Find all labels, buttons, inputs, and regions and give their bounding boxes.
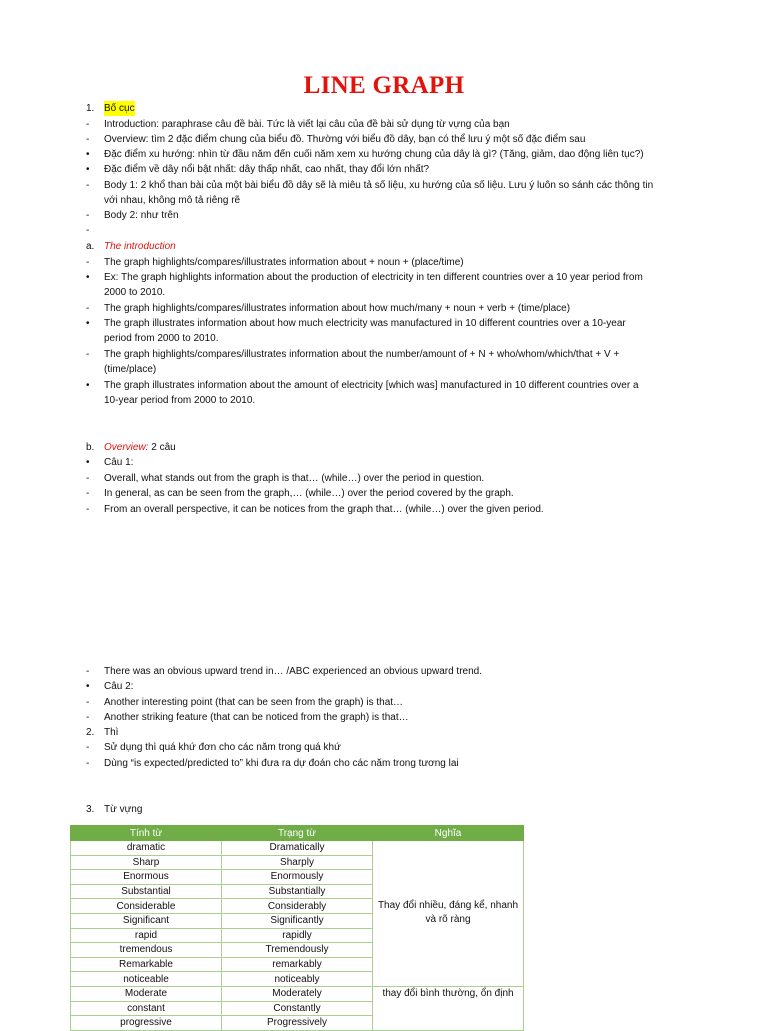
text-line (86, 802, 142, 817)
text-line (86, 285, 165, 300)
table-header-row (71, 826, 524, 841)
line-text: Body 1: 2 khổ than bài của một bài biểu đồ dây sẽ là miêu tả số liệu, xu hướng của số liệu. Lưu ý luôn so sánh các thông tin (104, 180, 654, 191)
adjective-cell: Sharp (71, 855, 222, 870)
text-line (86, 101, 135, 116)
text-line (86, 316, 626, 331)
line-text: Câu 1: (104, 457, 134, 468)
text-line (86, 223, 104, 238)
adjective-cell: dramatic (71, 841, 222, 856)
line-text: Another striking feature (that can be noticed from the graph) is that… (104, 712, 409, 723)
document-title: LINE GRAPH (303, 72, 465, 99)
table-row (71, 986, 524, 1001)
list-marker: - (86, 697, 90, 708)
text-line (86, 208, 179, 223)
line-text: The introduction (104, 241, 176, 252)
line-text: Thì (104, 727, 119, 738)
list-marker: 3. (86, 804, 95, 815)
line-text: Introduction: paraphrase câu đề bài. Tức là viết lại câu của đề bài sử dụng từ vựng của bạn (104, 119, 510, 130)
adverb-cell: Tremendously (222, 943, 373, 958)
adjective-cell: progressive (71, 1016, 222, 1031)
line-text: Ex: The graph highlights information about the production of electricity in ten different countries over a 10 year period from (104, 272, 643, 283)
column-header-meaning: Nghĩa (373, 826, 524, 841)
adjective-cell: Remarkable (71, 957, 222, 972)
text-line (86, 393, 255, 408)
meaning-cell: Thay đổi nhiều, đáng kể, nhanh và rõ ràng (373, 841, 524, 987)
adjective-cell: Enormous (71, 870, 222, 885)
text-line (86, 347, 619, 362)
list-marker: - (86, 257, 90, 268)
text-line (86, 455, 133, 470)
adjective-cell: Substantial (71, 884, 222, 899)
list-marker: • (86, 380, 90, 391)
text-line (86, 471, 484, 486)
adverb-cell: Progressively (222, 1016, 373, 1031)
list-marker: a. (86, 241, 95, 252)
adverb-cell: Substantially (222, 884, 373, 899)
line-text: Câu 2: (104, 681, 134, 692)
line-text: Đặc điểm về dây nổi bật nhất: dây thấp nhất, cao nhất, thay đổi lớn nhất? (104, 164, 430, 175)
list-marker: • (86, 318, 90, 329)
line-text: Đặc điểm xu hướng: nhìn từ đầu năm đến cuối năm xem xu hướng chung của dây là gì? (Tăng, giảm, dao động liên tục?) (104, 149, 644, 160)
adverb-cell: Considerably (222, 899, 373, 914)
line-text: Dùng “is expected/predicted to” khi đưa ra dự đoán cho các năm trong tương lai (104, 758, 459, 769)
list-marker: 1. (86, 103, 95, 114)
text-line (86, 270, 643, 285)
line-text: The graph illustrates information about how much electricity was manufactured in 10 different countries over a 10-year (104, 318, 626, 329)
text-line (86, 362, 156, 377)
adjective-cell: Considerable (71, 899, 222, 914)
text-line (86, 331, 219, 346)
adverb-cell: Sharply (222, 855, 373, 870)
text-line (86, 301, 570, 316)
adverb-cell: Constantly (222, 1001, 373, 1016)
list-marker: - (86, 712, 90, 723)
line-text: 10-year period from 2000 to 2010. (104, 395, 256, 406)
adverb-cell: remarkably (222, 957, 373, 972)
list-marker: b. (86, 442, 95, 453)
text-line (86, 725, 118, 740)
list-marker: • (86, 457, 90, 468)
adjective-cell: Moderate (71, 986, 222, 1001)
list-marker: - (86, 180, 90, 191)
line-text: Overall, what stands out from the graph is that… (while…) over the period in question. (104, 473, 485, 484)
text-line (86, 117, 510, 132)
text-line (86, 255, 464, 270)
line-text: period from 2000 to 2010. (104, 333, 219, 344)
list-marker: • (86, 149, 90, 160)
text-line (86, 486, 514, 501)
line-text: The graph highlights/compares/illustrates information about + noun + (place/time) (104, 257, 464, 268)
line-text: Bố cục (104, 103, 135, 114)
column-header-adjective: Tính từ (71, 826, 222, 841)
list-marker: - (86, 134, 90, 145)
text-line (86, 193, 240, 208)
text-line (86, 664, 482, 679)
line-text: Sử dụng thì quá khứ đơn cho các năm trong quá khứ (104, 742, 341, 753)
text-line (86, 710, 409, 725)
list-marker: - (86, 225, 90, 236)
text-line (86, 178, 653, 193)
line-text: There was an obvious upward trend in… /ABC experienced an obvious upward trend. (104, 666, 482, 677)
line-text: Another interesting point (that can be seen from the graph) is that… (104, 697, 404, 708)
line-text: với nhau, không mô tả riêng rẽ (104, 195, 241, 206)
meaning-cell: thay đổi bình thường, ổn định (373, 986, 524, 1030)
list-marker: - (86, 488, 90, 499)
line-text: Overview: (104, 442, 149, 453)
adverb-cell: Significantly (222, 913, 373, 928)
list-marker: - (86, 119, 90, 130)
list-marker: 2. (86, 727, 95, 738)
line-text: Overview: tìm 2 đặc điểm chung của biểu đồ. Thường với biểu đồ dây, bạn có thể lưu ý một số đặc điểm sau (104, 134, 586, 145)
text-line (86, 147, 644, 162)
adverb-cell: rapidly (222, 928, 373, 943)
text-line (86, 756, 459, 771)
line-text: The graph illustrates information about the amount of electricity [which was] manufactured in 10 different countries over a (104, 380, 639, 391)
text-line (86, 740, 341, 755)
line-text: Body 2: như trên (104, 210, 179, 221)
text-line (86, 162, 429, 177)
list-marker: - (86, 210, 90, 221)
line-text: The graph highlights/compares/illustrates information about the number/amount of + N + who/whom/which/that + V + (104, 349, 620, 360)
list-marker: - (86, 666, 90, 677)
line-text: (time/place) (104, 364, 157, 375)
adverb-cell: Enormously (222, 870, 373, 885)
line-text: The graph highlights/compares/illustrates information about how much/many + noun + verb + (time/place) (104, 303, 571, 314)
list-marker: • (86, 681, 90, 692)
text-line (86, 502, 544, 517)
text-line (86, 378, 639, 393)
line-text: Từ vựng (104, 804, 143, 815)
list-marker: - (86, 504, 90, 515)
list-marker: • (86, 272, 90, 283)
list-marker: - (86, 303, 90, 314)
table-row (71, 841, 524, 856)
text-line (86, 132, 585, 147)
line-text: 2000 to 2010. (104, 287, 166, 298)
adjective-cell: tremendous (71, 943, 222, 958)
adjective-cell: Significant (71, 913, 222, 928)
list-marker: - (86, 758, 90, 769)
line-text: In general, as can be seen from the graph,… (while…) over the period covered by the graph. (104, 488, 514, 499)
text-line (86, 239, 176, 254)
list-marker: - (86, 473, 90, 484)
adverb-cell: noticeably (222, 972, 373, 987)
list-marker: • (86, 164, 90, 175)
vocabulary-table (70, 825, 524, 1031)
text-line (86, 695, 403, 710)
line-suffix: 2 câu (148, 442, 176, 453)
adverb-cell: Dramatically (222, 841, 373, 856)
text-line (86, 440, 176, 455)
line-text: From an overall perspective, it can be notices from the graph that… (while…) over the given period. (104, 504, 544, 515)
adjective-cell: noticeable (71, 972, 222, 987)
adjective-cell: rapid (71, 928, 222, 943)
text-line (86, 679, 133, 694)
list-marker: - (86, 742, 90, 753)
list-marker: - (86, 349, 90, 360)
adjective-cell: constant (71, 1001, 222, 1016)
adverb-cell: Moderately (222, 986, 373, 1001)
column-header-adverb: Trạng từ (222, 826, 373, 841)
